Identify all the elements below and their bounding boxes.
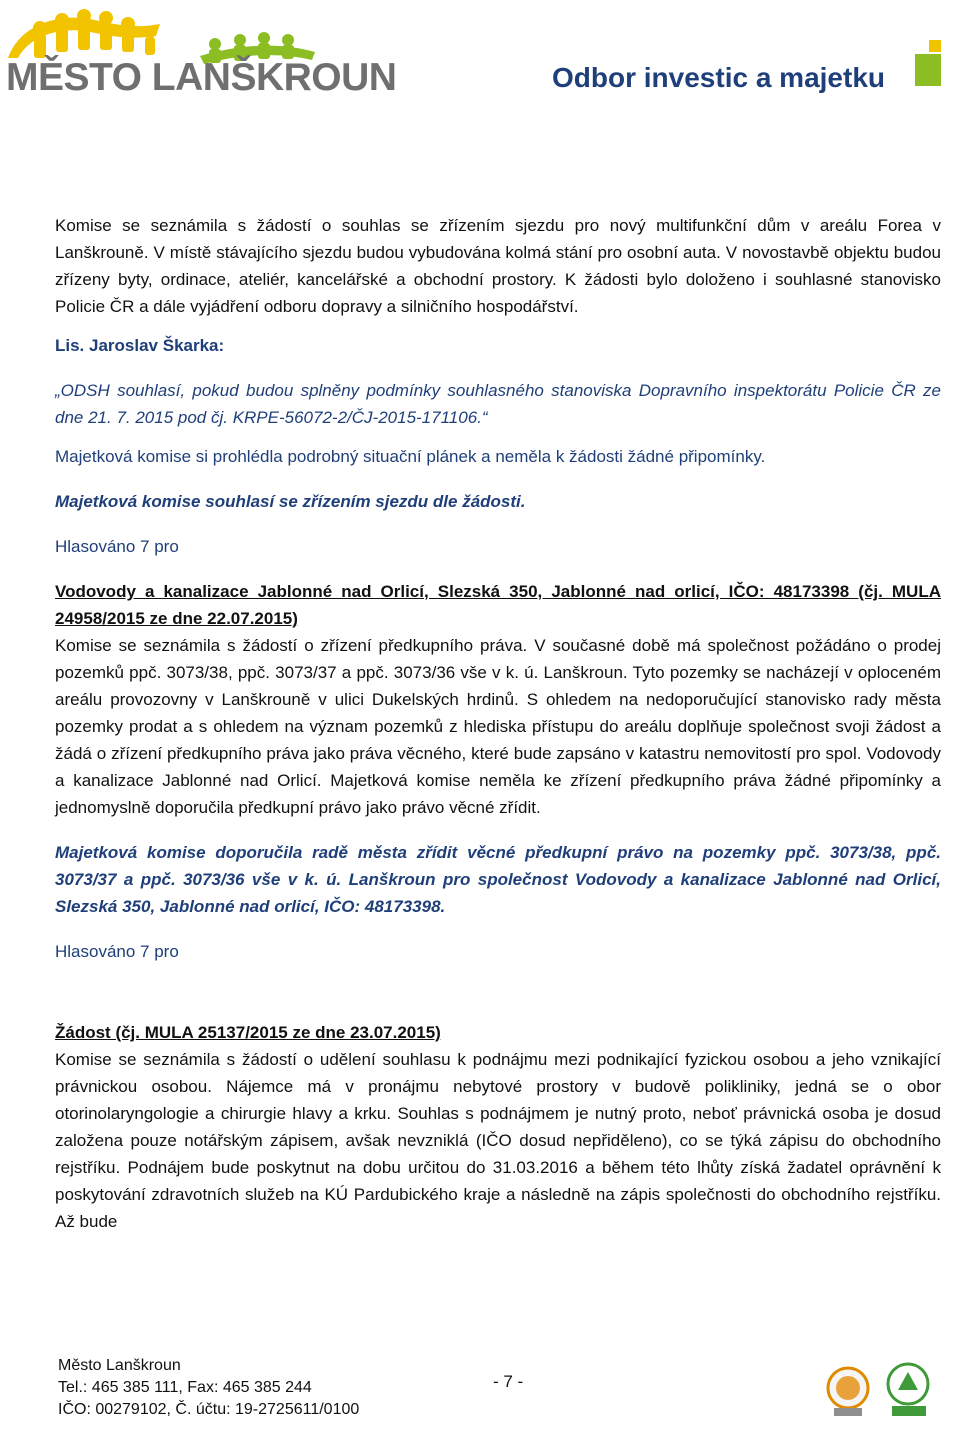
paragraph-1: Komise se seznámila s žádostí o souhlas se zřízením sjezdu pro nový multifunkční dům v areálu Forea v Lanškrouně. V místě stávajícího sjezdu budou vybudována kolmá stání pro osobní auta. V novostavbě objektu budou zřízeny byty, ordinace, ateliér, kancelářské a obchodní prostory. K žádosti bylo doloženo i souhlasné stanovisko Policie ČR a dále vyjádření odboru dopravy a silničního hospodářství.: [55, 216, 941, 316]
section-3-text: Komise se seznámila s žádostí o udělení souhlasu k podnájmu mezi podnikající fyzickou osobou a jeho vznikající právnickou osobou. Nájemce má v pronájmu nebytové prostory v budově polikliniky, jedná se o obor otorinolaryngologie a chirurgie hlavy a krku. Souhlas s podnájmem je nutný proto, neboť právnická osoba je dosud založena pouze notářským zápisem, avšak nevzniklá (IČO dosud nepřiděleno), co se týká zápisu do obchodního rejstříku. Podnájem bude poskytnut na dobu určitou do 31.03.2016 a během této lhůty získá žadatel oprávnění k poskytování zdravotních služeb na KÚ Pardubického kraje a následně na zápis společnosti do obchodního rejstříku. Až bude: [55, 1050, 941, 1231]
page-number: - 7 -: [493, 1372, 524, 1391]
page-header: [0, 0, 960, 130]
footer-ico: IČO: 00279102, Č. účtu: 19-2725611/0100: [58, 1401, 360, 1418]
speaker-name: Lis. Jaroslav Škarka:: [55, 336, 225, 355]
document-body: [55, 212, 941, 1235]
vote-2: Hlasováno 7 pro: [55, 942, 179, 961]
resolution-1: Majetková komise souhlasí se zřízením sjezdu dle žádosti.: [55, 492, 526, 511]
footer-phone: Tel.: 465 385 111, Fax: 465 385 244: [58, 1379, 312, 1396]
sgs-logo-icon: [834, 1408, 862, 1416]
speaker-label: [55, 332, 941, 359]
quote-paragraph: „ODSH souhlasí, pokud budou splněny podmínky souhlasného stanoviska Dopravního inspektorátu Policie ČR ze dne 21. 7. 2015 pod čj. KRPE-56072-2/ČJ-2015-171106.“: [55, 381, 941, 427]
section-2-heading: Vodovody a kanalizace Jablonné nad Orlicí, Slezská 350, Jablonné nad orlicí, IČO: 48173398 (čj. MULA 24958/2015 ze dne 22.07.2015): [55, 582, 941, 628]
green-squares-icon: [903, 40, 943, 90]
footer-city-name: Město Lanškroun: [58, 1357, 181, 1374]
section-3-heading: Žádost (čj. MULA 25137/2015 ze dne 23.07.2015): [55, 1023, 441, 1042]
resolution-2: Majetková komise doporučila radě města zřídit věcné předkupní právo na pozemky ppč. 3073/38, ppč. 3073/37 a ppč. 3073/36 vše v k. ú. Lanškroun pro společnost Vodovody a kanalizace Jablonné nad Orlicí, Slezská 350, Jablonné nad orlicí, IČO: 48173398.: [55, 843, 941, 916]
vote-1: Hlasováno 7 pro: [55, 537, 179, 556]
page-footer: [58, 1355, 359, 1421]
pefc-logo-icon: [892, 1406, 926, 1416]
section-2-text: Komise se seznámila s žádostí o zřízení předkupního práva. V současné době má společnost požádáno o prodej pozemků ppč. 3073/38, ppč. 3073/37 a ppč. 3073/36 vše v k. ú. Lanškroun. Tyto pozemky se nacházejí v oploceném areálu provozovny v Lanškrouně v ulici Dukelských hrdinů. S ohledem na nedoporučující stanovisko rady města pozemky prodat a s ohledem na význam pozemků z hlediska přístupu do areálu doplňuje společnost svoji žádost a žádá o zřízení předkupního práva jako práva věcného, které bude zapsáno v katastru nemovitostí pro spol. Vodovody a kanalizace Jablonné nad Orlicí. Majetková komise neměla ke zřízení předkupního práva žádné připomínky a jednomyslně doporučila předkupní právo jako právo věcné zřídit.: [55, 636, 941, 817]
city-logo-text: MĚSTO LANŠKROUN: [6, 56, 397, 99]
certification-logos-icon: [826, 1360, 941, 1420]
paragraph-4: Majetková komise si prohlédla podrobný situační plánek a neměla k žádosti žádné připomínky.: [55, 447, 766, 466]
department-title: Odbor investic a majetku: [552, 62, 885, 93]
